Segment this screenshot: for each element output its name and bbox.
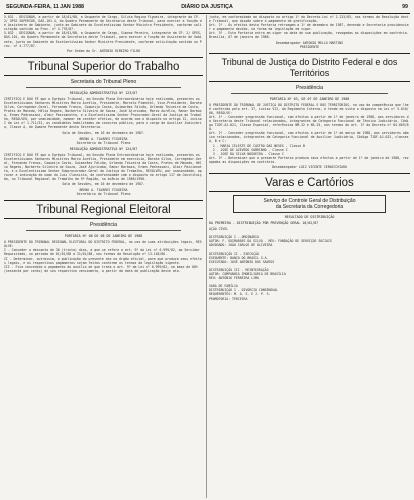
tre-subtitle: Presidência — [26, 221, 181, 231]
tst-resolution-2-date: Sala de Sessões, em 16 de dezembro de 1987. — [62, 182, 145, 187]
header-page-number: 99 — [402, 4, 408, 10]
distribution-row: DISTRIBUIÇÃO I - DIVÓRCIO CONSENSUAL — [209, 288, 279, 293]
tst-resolution-2-header: RESOLUÇÃO ADMINISTRATIVA Nº 124/87 — [69, 146, 138, 151]
tjdf-section-title: Tribunal de Justiça do Distrito Federal e dos Territórios — [209, 53, 410, 82]
distribution-row: REQUERENTES: M. A. S. E J. P. S. — [209, 292, 271, 297]
distribution-header: RESULTADO DE DISTRIBUIÇÃO — [284, 214, 335, 219]
intro-text: 5.031 - DESIGNAR, a partir de 18/01/88, a Ocupante de Cargo, Silvia Regina Figueira, integrante da CP- 2/ GPSS SUPERIOR, DAS-101.4, do Quadro Permanente da Secretaria deste Tribunal, para exercer a função de Assistente de Gabinete, junto ao Gabinete do Excelentíssimo Senhor Ministro Presidente, conforme solicitação contida no Proc. nº 4.776/87. 5.032 - DESIGNAR, a partir de 18/01/88, a Ocupante de Cargo, Simone Pereira, integrante da CP- 2/ GPSS, DAS-101, do Quadro Permanente da Secretaria deste Tribunal, para exercer a função de Assistente de Gabinete, junto ao Gabinete do Excelentíssimo Senhor Ministro Presidente, conforme solicitação contida no Proc. nº 4.777/87. — [4, 15, 202, 48]
distribution-row: RÉU: ANTÔNIO FERREIRA LIMA — [209, 276, 259, 281]
tjdf-portaria-body: O PRESIDENTE DO TRIBUNAL DE JUSTIÇA DO DISTRITO FEDERAL E DOS TERRITÓRIOS, no uso da competência que lhe é conferida pelo art. 37, inciso VII, do Regimento Interno, e tendo em vista o disposto na Lei nº 5.010/66, RESOLVE: Art. 1º - Conceder progressão funcional, com efeitos a partir de 1º de janeiro de 1988, aos servidores da Secretaria deste Tribunal relacionados, integrantes da Categoria Funcional de Técnico Judiciário, Código TJDF-AJ-021, Classe Especial, referências NM-32 e NS-25, nos termos do art. 3º do Decreto nº 84.669/80. Art. 2º - Conceder progressão funcional, com efeitos a partir de 1º de março de 1988, aos servidores abaixo relacionados, integrantes da Categoria Funcional de Auxiliar Judiciário, Código TJDF-AJ-022, classes A, B e C: 1 - MARIA CELESTE DE CASTRO DAS NEVES - Classe B 2 - JOSÉ DE AZEVEDO SOBRINHO - Classe C 3 - JOSÉ DA SILVA NOGUEIRA - Classe C Art. 3º - Determinar que a presente Portaria produza seus efeitos a partir de 1º de janeiro de 1988, revogadas as disposições em contrário. — [209, 102, 409, 164]
column-divider — [206, 15, 207, 498]
continuation-text: junto, em conformidade ao disposto no artigo 1º do Decreto-Lei nº 2.225/85, nos termos da Resolução deste Tribunal, que dispõe sobre o pagamento de gratificação. Art. 2º - Os efeitos desta Portaria retroagem a 1º de dezembro de 1987, devendo a Secretaria providenciar o pagamento devido, na forma da legislação em vigor. Art. 3º - Esta Portaria entra em vigor na data de sua publicação, revogadas as disposições em contrário. Brasília, 07 de janeiro de 1988. — [209, 15, 409, 40]
tst-resolution-1-signature: BRENO A. TAVARES FIGUEIRA Secretário do Tribunal Pleno — [76, 136, 131, 145]
tre-portaria-header: PORTARIA Nº 08 DE 08 DE JANEIRO DE 1988 — [64, 234, 143, 239]
distribution-row: ADVOGADO: JOÃO CARLOS DE OLIVEIRA — [209, 243, 273, 248]
tjdf-subtitle: Presidência — [231, 84, 388, 94]
tst-resolution-1-body: CERTIFICO E DOU FÉ que o Egrégio Tribunal, em Sessão Plena Extraordinária hoje realizada, presentes os Excelentíssimos Senhores Ministros Marco Aurélio, Presidente, Marcelo Pimentel, Vice-Presidente, Barata Silva, Corregedor-Geral, Fernando Franco, Coqueijo Costa, Guimarães Falcão, Orlando Teixeira da Costa, Prates de Macedo, Hélio Regato, Norberto Silveira de Souza, José Ajuricaba, Marco Aurélio, Ranor Barbosa, Ermes Pedrassani, Almir Pazzianotto, e o Excelentíssimo Senhor Procurador-Geral da Justiça do Trabalho, RESOLVEU, por unanimidade, nomear em caráter efetivo, de acordo com o disposto no artigo 12, inciso I da Lei nº 1.711/52, os candidatos habilitados em concurso público, para o cargo de Auxiliar Judiciário, Classe A, do Quadro Permanente desta Secretaria. — [4, 96, 204, 130]
tst-resolution-1-date: Sala de Sessões, em 16 de dezembro de 1987. — [62, 130, 145, 135]
tst-resolution-2-signature: BRENO A. TAVARES FIGUEIRA Secretário do Tribunal Pleno — [76, 188, 131, 197]
distribution-row: VARA DE FAMÍLIA — [209, 284, 238, 289]
distribution-service-box: Serviço de Controle Geral de Distribuição da Secretaria da Corregedoria — [233, 195, 386, 213]
distribution-row: DISTRIBUIÇÃO II - EXECUÇÃO — [209, 251, 259, 256]
tre-section-title: Tribunal Regional Eleitoral — [4, 200, 203, 219]
varas-section-title: Varas e Cartórios — [209, 173, 410, 192]
distribution-subheader: DA PRIMEIRA - DISTRIBUIÇÃO POR PREVENÇÃO GERAL 10/02/87 — [209, 220, 319, 225]
tst-section-title: Tribunal Superior do Trabalho — [4, 57, 203, 76]
distribution-row: DISTRIBUIÇÃO I - ORDINÁRIA — [209, 235, 259, 240]
left-column — [4, 15, 203, 498]
tre-portaria-body: O PRESIDENTE DO TRIBUNAL REGIONAL ELEITORAL DO DISTRITO FEDERAL, no uso de suas atribuições legais, RESOLVE: I - Conceder o desconto de 30 (trinta) dias, a que se refere o art. 9º da Lei nº 6.999/82, ao Servidor Requisitado, no período de 01/01/88 a 31/01/88, nos termos da Resolução nº 13.148/86. II - Determinar, outrossim, a publicação do presente ato no órgão oficial, para que produza seus efeitos legais, e os respectivos pagamentos sejam feitos conforme os termos da legislação vigente. III - Fica concedido o pagamento do auxílio de que trata o art. 9º da Lei nº 6.999/82, na base de 60% (sessenta por cento) de seu respectivo vencimento, a partir da data de publicação deste ato. — [4, 240, 202, 273]
tst-subtitle: Secretaria do Tribunal Pleno — [26, 78, 181, 88]
page-header — [4, 2, 410, 14]
distribution-list — [209, 227, 410, 301]
right-column — [209, 15, 410, 498]
tst-resolution-2-body: CERTIFICO E DOU FÉ que o Egrégio Tribunal, em Sessão Plena Extraordinária hoje realizada, presentes os Excelentíssimos Senhores Ministros Marco Aurélio, Presidente em exercício, Barata Silva, Corregedor-Geral, Fernando Franco, Coqueijo Costa, Guimarães Falcão, Orlando Teixeira da Costa, Prates de Macedo, Hélio Regato, Norberto Silveira de Souza, José Ajuricaba, Ranor Barbosa, Ermes Pedrassani, Almir Pazzianotto, e o Excelentíssimo Senhor Subprocurador-Geral da Justiça do Trabalho, RESOLVEU, por unanimidade, aprovar a indicação do nome do Juiz Classista, de conformidade com o disposto no artigo 117 da Constituição, no Tribunal Regional do Trabalho da 9ª Região, no biênio de 1988/1990. — [4, 152, 202, 182]
distribution-row: DISTRIBUIÇÃO III - REINTEGRAÇÃO — [209, 267, 269, 272]
distribution-row: EXECUTADO: JOSÉ ANTÔNIO DOS SANTOS — [209, 259, 275, 264]
tst-resolution-1-header: RESOLUÇÃO ADMINISTRATIVA Nº 123/87 — [69, 90, 138, 95]
distribution-row: EXEQUENTE: BANCO DO BRASIL S.A. — [209, 255, 269, 260]
distribution-row: PROMOTORIA: TERCEIRA — [209, 296, 248, 301]
distribution-row: AÇÃO CÍVEL — [209, 226, 229, 231]
distribution-row: AUTOR: COMPANHIA IMOBILIÁRIA DE BRASÍLIA — [209, 272, 286, 276]
newspaper-page — [4, 2, 410, 498]
distribution-row: AUTOR: F. GUIMARÃES DA SILVA - RÉU: FUNDAÇÃO DE SERVIÇOS SOCIAIS — [209, 239, 332, 244]
tjdf-signature: Desembargador LUIZ VICENTE CERNICCHIARO — [272, 164, 347, 169]
header-date: SEGUNDA-FEIRA, 11 JAN 1988 — [6, 4, 85, 10]
intro-signature: Por Ordem do Sr. ANTONIO RIBEIRO FILHO — [67, 48, 140, 53]
continuation-signature: Desembargador ANTONIO MELLO MARTINS PRESIDENTE — [275, 40, 344, 49]
header-publication: DIÁRIO DA JUSTIÇA — [181, 4, 233, 10]
tjdf-portaria-header: PORTARIA Nº 03, DE 07 DE JANEIRO DE 1988 — [269, 96, 350, 101]
